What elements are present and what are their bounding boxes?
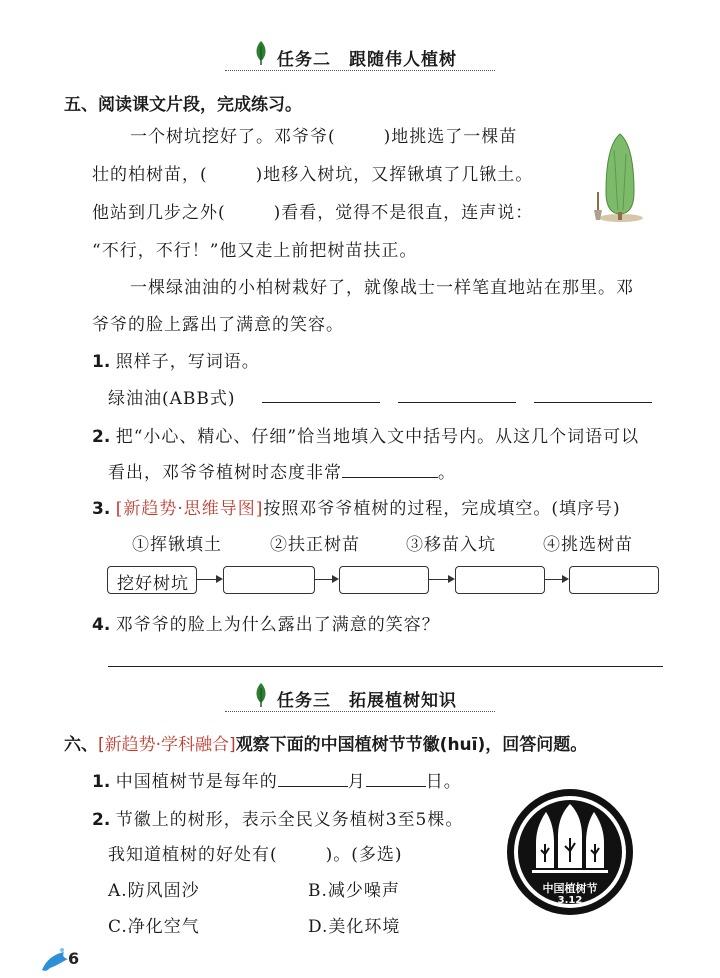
flow-box-blank[interactable] xyxy=(339,566,429,594)
arbor-day-emblem xyxy=(506,788,634,916)
question-text: 节徽上的树形，表示全民义务植树3至5棵。 xyxy=(115,810,464,830)
tag-bracket: ] xyxy=(229,735,236,755)
answer-blank[interactable] xyxy=(534,402,652,403)
question-text: 我知道植树的好处有( xyxy=(108,845,278,865)
answer-blank[interactable] xyxy=(366,786,426,787)
dolphin-icon xyxy=(40,946,70,978)
passage-text: )地挑选了一棵苗 xyxy=(383,127,518,147)
tag-bracket: ] xyxy=(255,499,264,519)
flow-arrow xyxy=(315,579,337,580)
flow-box-start-label: 挖好树坑 xyxy=(117,574,189,594)
question-text: 中国植树节是每年的 xyxy=(115,772,278,792)
answer-blank[interactable] xyxy=(398,402,516,403)
task2-title: 任务二 跟随伟人植树 xyxy=(277,50,457,70)
task3-leaf-icon xyxy=(253,682,269,712)
question-text: )。(多选) xyxy=(325,845,403,865)
question-text: 把“小心、精心、仔细”恰当地填入文中括号内。从这几个词语可以 xyxy=(115,427,640,447)
tag-bracket: [ xyxy=(98,735,105,755)
tag-text: 新趋势·学科融合 xyxy=(104,735,230,755)
passage-line-5: 一棵绿油油的小柏树栽好了，就像战士一样笔直地站在那里。邓 xyxy=(130,278,634,298)
question-number: 2. xyxy=(92,427,111,447)
q3-option-1: ①挥锹填土 xyxy=(132,535,222,555)
question-text: 照样子，写词语。 xyxy=(115,352,260,372)
q3-option-2: ②扶正树苗 xyxy=(270,535,360,555)
passage-line-2 xyxy=(92,160,533,185)
task3-underline xyxy=(225,711,495,712)
choice-c[interactable]: C.净化空气 xyxy=(108,917,200,937)
s6-q2-line-2 xyxy=(108,840,403,865)
q3-option-3: ③移苗入坑 xyxy=(406,535,496,555)
section-number: 六、 xyxy=(64,735,98,755)
question-number: 4. xyxy=(92,615,111,635)
emblem-name: 中国植树节 xyxy=(542,882,598,895)
tree-illustration xyxy=(588,130,648,229)
section5-heading: 五、阅读课文片段，完成练习。 xyxy=(64,95,302,115)
flow-box-blank[interactable] xyxy=(455,566,545,594)
question-text: 邓爷爷的脸上为什么露出了满意的笑容？ xyxy=(115,615,440,635)
passage-text: 壮的柏树苗，( xyxy=(92,165,208,185)
task3-title: 任务三 拓展植树知识 xyxy=(277,691,457,711)
emblem-date: 3.12 xyxy=(557,895,583,906)
passage-line-3 xyxy=(92,198,533,223)
question-text: 日。 xyxy=(425,772,462,792)
q2-line-2 xyxy=(108,458,456,483)
question-text: 按照邓爷爷植树的过程，完成填空。(填序号) xyxy=(263,499,621,519)
answer-blank[interactable] xyxy=(342,477,438,478)
page-number: 6 xyxy=(68,949,80,968)
q4-line xyxy=(92,610,440,635)
q1-example: 绿油油(ABB式) xyxy=(108,389,236,409)
question-number: 3. xyxy=(92,499,111,519)
passage-text: 他站到几步之外( xyxy=(92,203,226,223)
choice-a[interactable]: A.防风固沙 xyxy=(108,881,200,901)
choice-b[interactable]: B.减少噪声 xyxy=(308,881,400,901)
question-text: 。 xyxy=(438,463,456,483)
q3-line xyxy=(92,494,621,519)
flow-box-blank[interactable] xyxy=(223,566,315,594)
task2-underline xyxy=(225,70,495,71)
s6-q1-line xyxy=(92,767,462,792)
passage-text: )地移入树坑，又挥锹填了几锹土。 xyxy=(255,165,534,185)
passage-text: )看看，觉得不是很直，连声说： xyxy=(273,203,534,223)
q2-line-1 xyxy=(92,422,639,447)
q3-tag xyxy=(116,499,264,519)
flow-arrow xyxy=(545,579,567,580)
s6-q2-line xyxy=(92,805,463,830)
answer-blank[interactable] xyxy=(278,786,348,787)
passage-text: 一个树坑挖好了。邓爷爷( xyxy=(130,127,336,147)
flow-arrow xyxy=(429,579,453,580)
section6-tag xyxy=(98,735,236,755)
section6-heading: 观察下面的中国植树节节徽(huī)，回答问题。 xyxy=(235,735,588,755)
passage-line-1 xyxy=(130,122,517,147)
answer-line[interactable] xyxy=(108,666,663,667)
question-number: 1. xyxy=(92,772,111,792)
question-text: 看出，邓爷爷植树时态度非常 xyxy=(108,463,342,483)
task2-leaf-icon xyxy=(253,40,269,70)
question-number: 2. xyxy=(92,810,111,830)
choice-d[interactable]: D.美化环境 xyxy=(308,917,401,937)
q3-option-4: ④挑选树苗 xyxy=(543,535,633,555)
tag-bracket: [ xyxy=(115,499,124,519)
answer-blank[interactable] xyxy=(262,402,380,403)
passage-line-6: 爷爷的脸上露出了满意的笑容。 xyxy=(92,315,344,335)
passage-line-4: “不行，不行！”他又走上前把树苗扶正。 xyxy=(92,241,418,261)
flow-box-blank[interactable] xyxy=(569,566,659,594)
section6-heading-line xyxy=(64,730,587,755)
question-number: 1. xyxy=(92,352,111,372)
question-text: 月 xyxy=(347,772,366,792)
tag-text: 新趋势·思维导图 xyxy=(123,499,256,519)
flow-arrow xyxy=(197,579,221,580)
q1-line xyxy=(92,347,260,372)
